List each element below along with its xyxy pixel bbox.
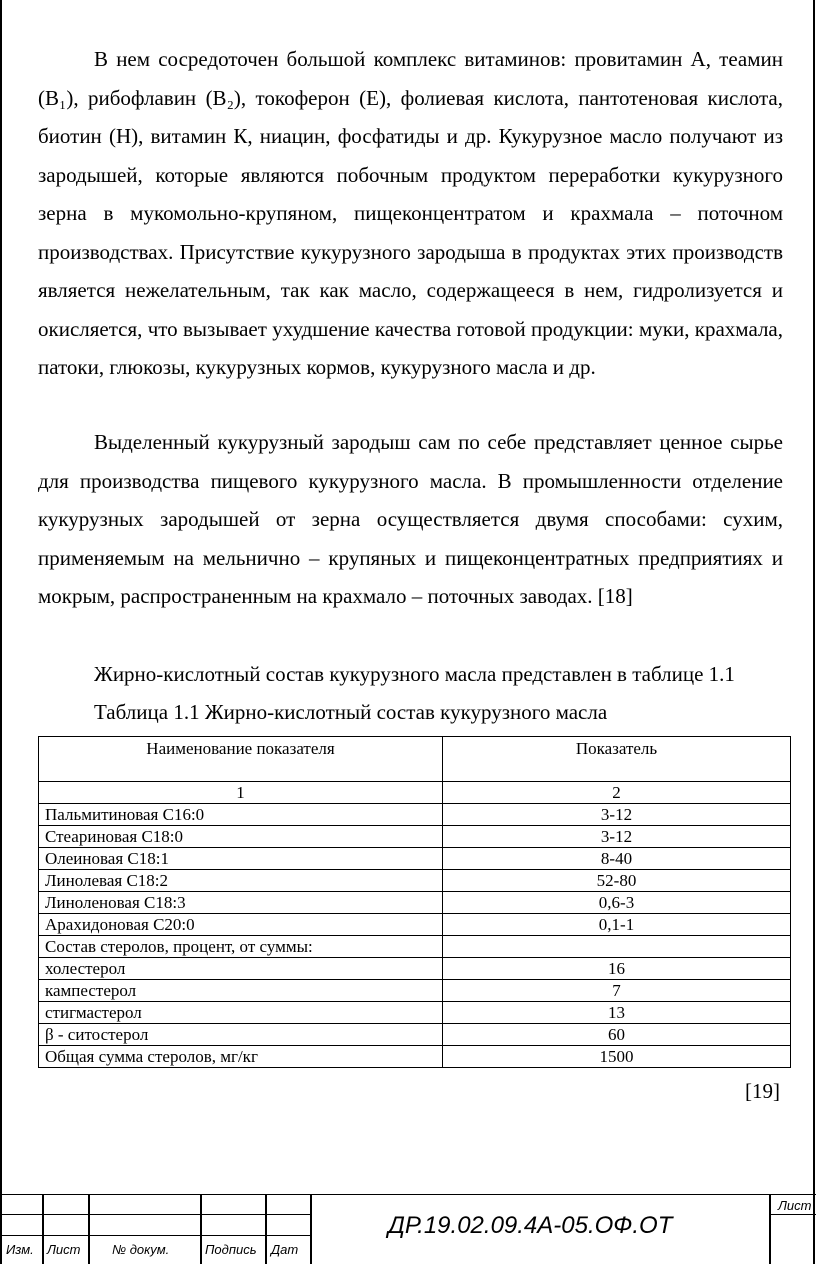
table-header-row [39,737,791,782]
cell-indicator-value: 8-40 [443,848,791,870]
cell-indicator-name: Пальмитиновая С16:0 [39,804,443,826]
document-code: ДР.19.02.09.4А-05.ОФ.ОТ [388,1212,673,1239]
table-row [39,1046,791,1068]
header-indicator-name: Наименование показателя [39,737,443,782]
title-block-row-line [0,1235,310,1236]
paragraph-germ-separation: Выделенный кукурузный зародыш сам по себе представляет ценное сырье для производства пищевого кукурузного масла. В промышленности отделение кукурузных зародышей от зерна осуществляется двумя способами: сухим, применяемым на мельнично – крупяных и пищеконцентратных предприятиях и мокрым, распространенным на крахмало – поточных заводах. [18] [38,430,783,608]
cell-indicator-value: 0,1-1 [443,914,791,936]
cell-indicator-value [443,936,791,958]
cell-indicator-value: 3-12 [443,804,791,826]
title-block-column-line [200,1194,202,1264]
cell-indicator-name: Арахидоновая С20:0 [39,914,443,936]
cell-indicator-name: Олеиновая С18:1 [39,848,443,870]
table-row [39,980,791,1002]
cell-indicator-name: Состав стеролов, процент, от суммы: [39,936,443,958]
title-block-column-line [265,1194,267,1264]
cell-indicator-value: 16 [443,958,791,980]
table-row [39,804,791,826]
paragraph-vitamins: В нем сосредоточен большой комплекс витаминов: провитамин А, теамин (В₁), рибофлавин (В₂), токоферон (Е), фолиевая кислота, пантотеновая кислота, биотин (Н), витамин К, ниацин, фосфатиды и др. Кукурузное масло получают из зародышей, которые являются побочным продуктом переработки кукурузного зерна в мукомольно-крупяном, пищеконцентратом и крахмала – поточном производствах. Присутствие кукурузного зародыша в продуктах этих производств является нежелательным, так как масло, содержащееся в нем, гидролизуется и окисляется, что вызывает ухудшение качества готовой продукции: муки, крахмала, патоки, глюкозы, кукурузных кормов, кукурузного масла и др. [38,47,783,379]
cell-indicator-value: 1500 [443,1046,791,1068]
cell-indicator-value: 60 [443,1024,791,1046]
title-block-column-line [88,1194,90,1264]
table-numbering-row [39,782,791,804]
label-sheet-number: Лист [778,1198,812,1213]
cell-indicator-value: 0,6-3 [443,892,791,914]
fatty-acid-table [38,736,791,1068]
table-caption: Таблица 1.1 Жирно-кислотный состав кукурузного масла [94,700,608,724]
label-sheet: Лист [47,1242,81,1257]
table-row [39,1002,791,1024]
cell-indicator-name: Линоленовая С18:3 [39,892,443,914]
table-row [39,1024,791,1046]
column-number: 2 [443,782,791,804]
cell-indicator-name: β - ситостерол [39,1024,443,1046]
title-block-top-line [0,1194,816,1195]
cell-indicator-value: 13 [443,1002,791,1024]
title-block-column-line [42,1194,44,1264]
column-number: 1 [39,782,443,804]
page-frame-left [0,0,2,1264]
page-frame-right [813,0,815,1264]
table-row [39,914,791,936]
label-document-number: № докум. [112,1242,170,1257]
cell-indicator-value: 7 [443,980,791,1002]
cell-indicator-value: 52-80 [443,870,791,892]
cell-indicator-name: Линолевая С18:2 [39,870,443,892]
table-row [39,826,791,848]
title-block-column-line [310,1194,312,1264]
title-block-row-line [0,1214,310,1215]
table-intro-line: Жирно-кислотный состав кукурузного масла представлен в таблице 1.1 [94,662,735,686]
label-change: Изм. [6,1242,34,1257]
header-indicator-value: Показатель [443,737,791,782]
table-source-reference: [19] [745,1079,780,1103]
table-row [39,936,791,958]
table-row [39,870,791,892]
label-date: Дат [271,1242,299,1257]
cell-indicator-name: Общая сумма стеролов, мг/кг [39,1046,443,1068]
table-row [39,848,791,870]
cell-indicator-name: холестерол [39,958,443,980]
table-body [39,804,791,1068]
sheet-cell-line [770,1214,816,1215]
title-block-column-line [769,1194,771,1264]
label-signature: Подпись [205,1242,257,1257]
cell-indicator-name: стигмастерол [39,1002,443,1024]
cell-indicator-name: кампестерол [39,980,443,1002]
title-block [0,1194,816,1264]
table-row [39,958,791,980]
cell-indicator-name: Стеариновая С18:0 [39,826,443,848]
table-row [39,892,791,914]
cell-indicator-value: 3-12 [443,826,791,848]
